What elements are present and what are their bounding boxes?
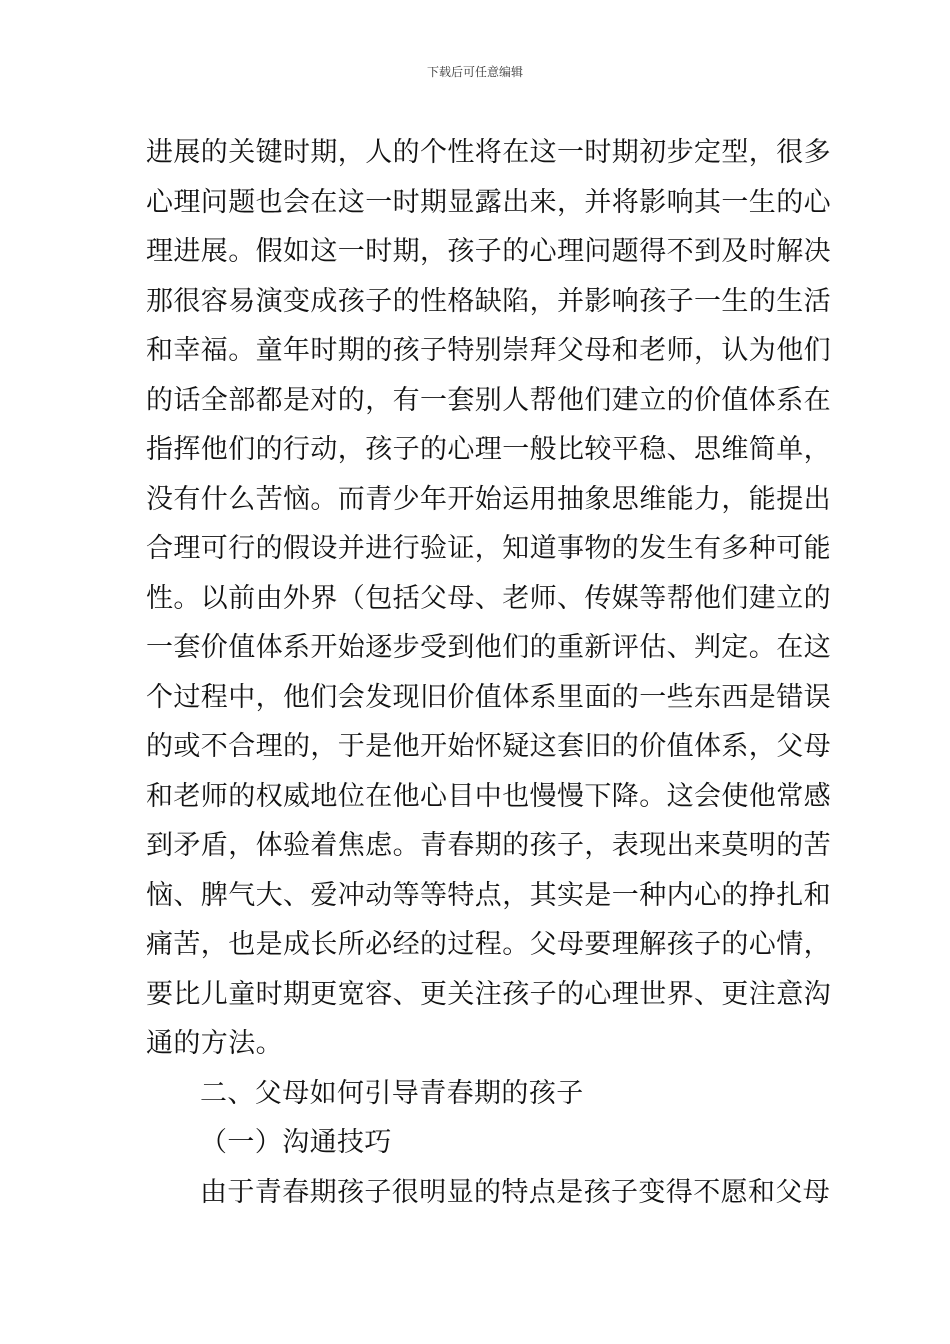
subsection-heading: （一）沟通技巧 — [200, 1127, 392, 1158]
paragraph-first-line: 由于青春期孩子很明显的特点是孩子变得不愿和父母 — [200, 1176, 831, 1208]
text-line: 要比儿童时期更宽容、更关注孩子的心理世界、更注意沟 — [146, 978, 831, 1010]
section-heading: 二、父母如何引导青春期的孩子 — [200, 1077, 584, 1109]
text-line: 没有什么苦恼。而青少年开始运用抽象思维能力，能提出 — [146, 483, 831, 515]
text-line: 和老师的权威地位在他心目中也慢慢下降。这会使他常感 — [146, 780, 831, 812]
text-line: 的或不合理的，于是他开始怀疑这套旧的价值体系，父母 — [146, 731, 831, 762]
text-line: 恼、脾气大、爱冲动等等特点，其实是一种内心的挣扎和 — [146, 879, 831, 911]
body-paragraph — [146, 128, 831, 1069]
document-body — [146, 128, 831, 1217]
page-header: 下载后可任意编辑 — [426, 65, 523, 79]
text-line: 痛苦，也是成长所必经的过程。父母要理解孩子的心情， — [146, 929, 831, 960]
text-line: 一套价值体系开始逐步受到他们的重新评估、判定。在这 — [146, 632, 831, 663]
text-line: 进展的关键时期，人的个性将在这一时期初步定型，很多 — [146, 137, 831, 168]
text-line: 性。以前由外界（包括父母、老师、传媒等帮他们建立的 — [146, 582, 831, 614]
text-line: 到矛盾，体验着焦虑。青春期的孩子，表现出来莫明的苦 — [146, 830, 831, 861]
text-line: 合理可行的假设并进行验证，知道事物的发生有多种可能 — [146, 533, 831, 564]
text-line: 那很容易演变成孩子的性格缺陷，并影响孩子一生的生活 — [146, 285, 831, 317]
text-line: 心理问题也会在这一时期显露出来，并将影响其一生的心 — [146, 186, 831, 218]
text-line: 个过程中，他们会发现旧价值体系里面的一些东西是错误 — [146, 681, 831, 713]
text-line: 通的方法。 — [146, 1028, 283, 1059]
text-line: 指挥他们的行动，孩子的心理一般比较平稳、思维简单， — [146, 434, 831, 465]
text-line: 和幸福。童年时期的孩子特别崇拜父母和老师，认为他们 — [146, 335, 831, 366]
text-line: 的话全部都是对的，有一套别人帮他们建立的价值体系在 — [146, 384, 831, 416]
text-line: 理进展。假如这一时期，孩子的心理问题得不到及时解决 — [146, 236, 831, 267]
